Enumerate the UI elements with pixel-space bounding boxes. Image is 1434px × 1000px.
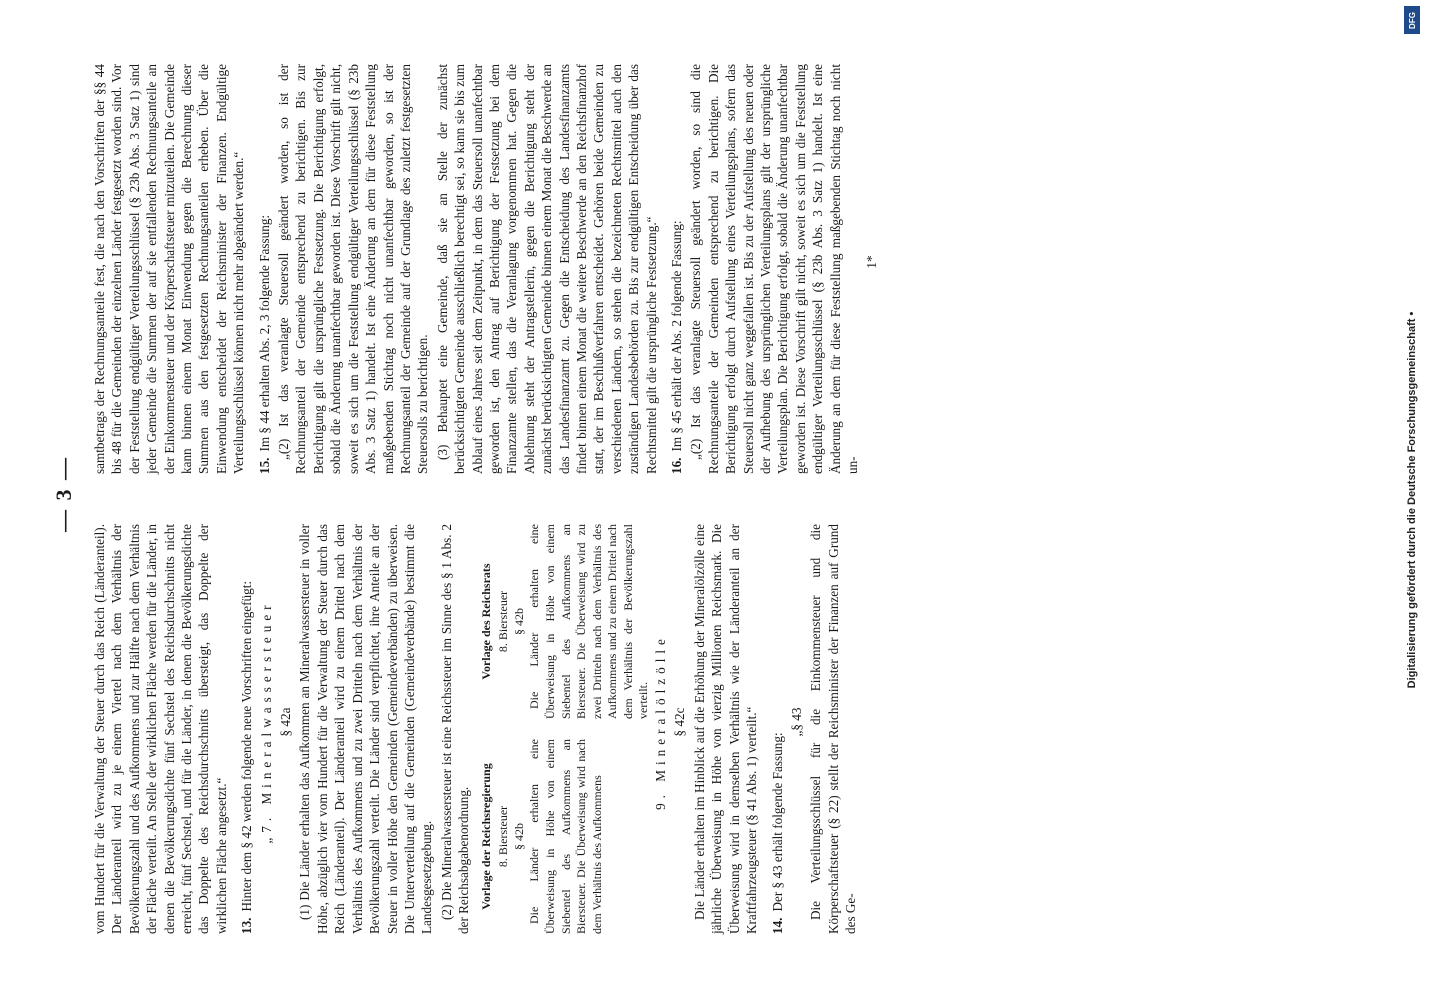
paragraph: Die Länder erhalten eine Überweisung in Höhe von einem Siebentel des Aufkommens an Biersteuer. Die Überweisung wird nach dem Verhältnis des Aufkommens: [527, 739, 604, 934]
list-item-13: [238, 524, 255, 934]
comparison-columns: [479, 524, 653, 934]
section-sign: § 42c: [672, 707, 688, 737]
column-heading: Vorlage der Reichsregierung: [478, 763, 493, 910]
paragraph: Die Verteilungsschlüssel für die Einkommensteuer und die Körperschaftsteuer (§ 22) stellt der Reichsminister der Finanzen auf Grund des Ge-: [808, 524, 859, 934]
item-text: Hinter dem § 42 werden folgende neue Vorschriften eingefügt:: [239, 580, 255, 912]
reichsrat-draft: [479, 524, 653, 719]
subheading: 8. Biersteuer: [496, 805, 511, 868]
page-number: — 3 —: [51, 456, 76, 532]
printed-page: [51, 54, 1371, 934]
item-text: Im § 44 erhalten Abs. 2, 3 folgende Fassung:: [256, 214, 272, 452]
paragraph: „(2) Ist das veranlagte Steuersoll geändert worden, so ist der Rechnungsanteil der Gemeinde entsprechend zu berichtigen. Bis zur Berichtigung gilt die ursprüngliche Festsetzung. Die Berichtigung erfolgt, sobald die Änderung unanfechtbar geworden ist. Diese Vorschrift gilt nicht, soweit es sich um die Feststellung endgültiger Verteilungsschlüssel (§ 23b Abs. 3 Satz 1) handelt. Ist eine Änderung an dem für diese Feststellung maßgebenden Stichtag noch nicht unanfechtbar geworden, so ist der Rechnungsanteil der Gemeinde auf der Grundlage des zuletzt festgesetzten Steuersolls zu berichtigen.: [276, 64, 431, 474]
paragraph: Die Länder erhalten im Hinblick auf die Erhöhung der Mineralölzölle eine jährliche Überweisung in Höhe von vierzig Millionen Reichsmark. Die Überweisung wird in demselben Verhältnis wie der Länderanteil an der Kraftfahrzeugsteuer (§ 41 Abs. 1) verteilt.“: [691, 524, 760, 934]
right-column: [91, 64, 883, 474]
item-number: 14.: [769, 917, 785, 934]
column-heading: Vorlage des Reichsrats: [478, 563, 493, 680]
dfg-logo: [1404, 6, 1420, 34]
paragraph: vom Hundert für die Verwaltung der Steuer durch das Reich (Länderanteil). Der Länderanteil wird zu je einem Viertel nach dem Verhältnis der Bevölkerungszahl und des Aufkommens und zur Hälfte nach dem Verhältnis der Fläche verteilt. An Stelle der wirklichen Fläche werden für die Länder, in denen die Bevölkerungsdichte fünf Sechstel des Reichsdurchschnitts nicht erreicht, fünf Sechstel, und für die Länder, in denen die Bevölkerungsdichte das Doppelte des Reichsdurchschnitts übersteigt, das Doppelte der wirklichen Fläche angesetzt.“: [92, 524, 229, 934]
item-text: Im § 45 erhält der Abs. 2 folgende Fassung:: [669, 220, 684, 452]
section-sign: § 42b: [511, 823, 526, 850]
left-column: [91, 524, 862, 934]
item-number: 16.: [669, 457, 684, 474]
paragraph: (3) Behauptet eine Gemeinde, daß sie an Stelle der zunächst berücksichtigten Gemeinde ausschließlich berechtigt sei, so kann sie bis zum Ablauf eines Jahres seit dem Zeitpunkt, in dem das Steuersoll unanfechtbar geworden ist, den Antrag auf Berichtigung der Festsetzung bei dem Finanzamte stellen, das die Veranlagung vorgenommen hat. Gegen die Ablehnung steht der Antragstellerin, gegen die Berichtigung steht der zunächst berücksichtigten Gemeinde binnen einem Monat die Beschwerde an das Landesfinanzamt zu. Gegen die Entscheidung des Landesfinanzamts findet binnen einem Monat die weitere Beschwerde an den Reichsfinanzhof statt, der im Beschlußverfahren entscheidet. Gehören beide Gemeinden zu verschiedenen Ländern, so stehen die bezeichneten Rechtsmittel auch den zuständigen Landesbehörden zu. Bis zur endgültigen Entscheidung über das Rechtsmittel gilt die ursprüngliche Festsetzung.“: [434, 64, 659, 474]
section-sign: § 42b: [511, 608, 526, 635]
digitization-credit: Digitalisierung gefördert durch die Deutsche Forschungsgemeinschaft •: [1406, 311, 1418, 689]
section-heading: 9. Mineralölzölle: [653, 634, 669, 810]
item-number: 15.: [256, 457, 272, 474]
paragraph: „(2) Ist das veranlagte Steuersoll geändert worden, so sind die Rechnungsanteile der Gemeinden entsprechend zu berichtigen. Die Berichtigung erfolgt durch Aufstellung eines Verteilungsplans, sofern das Steuersoll nicht ganz weggefallen ist. Bis zu der Aufstellung des neuen oder der Aufhebung des ursprünglichen Verteilungsplans gilt der ursprüngliche Verteilungsplan. Die Berichtigung erfolgt, sobald die Änderung unanfechtbar geworden ist. Diese Vorschrift gilt nicht, soweit es sich um die Feststellung endgültiger Verteilungsschlüssel (§ 23b Abs. 3 Satz 1) handelt. Ist eine Änderung an dem für diese Feststellung maßgebenden Stichtag noch nicht un-: [688, 64, 861, 474]
paragraph: (2) Die Mineralwassersteuer ist eine Reichssteuer im Sinne des § 1 Abs. 2 der Reichsabgabenordnung.: [438, 524, 472, 934]
paragraph: (1) Die Länder erhalten das Aufkommen an Mineralwassersteuer in voller Höhe, abzüglich vier vom Hundert für die Verwaltung der Steuer durch das Reich (Länderanteil). Der Länderanteil wird zu einem Drittel nach dem Verhältnis des Aufkommens und zu zwei Dritteln nach dem Verhältnis der Bevölkerungszahl verteilt. Die Länder sind verpflichtet, ihre Anteile an der Steuer in voller Höhe den Gemeinden (Gemeindeverbänden) zu überweisen. Die Unterverteilung auf die Gemeinden (Gemeindeverbände) bestimmt die Landesgesetzgebung.: [297, 524, 435, 934]
footer-mark: 1*: [864, 255, 880, 269]
list-item-15: [256, 64, 273, 474]
item-text: Der § 43 erhält folgende Fassung:: [769, 732, 785, 912]
list-item-16: [668, 64, 685, 474]
list-item-14: [769, 524, 786, 934]
section-sign: § 42a: [278, 707, 294, 737]
section-heading: „7. Mineralwassersteuer: [258, 600, 274, 844]
digitization-sidebar: [1392, 0, 1432, 1000]
logo-text: DFG: [1407, 11, 1417, 29]
paragraph: samtbetrags der Rechnungsanteile fest, die nach den Vorschriften der §§ 44 bis 48 für die Gemeinden der einzelnen Länder festgesetzt worden sind. Vor der Feststellung endgültiger Verteilungsschlüssel (§ 23b Abs. 3 Satz 1) sind jeder Gemeinde die Summen der auf sie entfallenden Rechnungsanteile an der Einkommensteuer und der Körperschaftsteuer mitzuteilen. Die Gemeinde kann binnen einem Monat Einwendung gegen die Berechnung dieser Summen aus den festgesetzten Rechnungsanteilen erheben. Über die Einwendung entscheidet der Reichsminister der Finanzen. Endgültige Verteilungsschlüssel können nicht mehr abgeändert werden.“: [92, 64, 247, 474]
paragraph: Die Länder erhalten eine Überweisung in Höhe von einem Siebentel des Aufkommens an Biersteuer. Die Überweisung wird zu zwei Dritteln nach dem Verhältnis des Aufkommens und zu einem Drittel nach dem Verhältnis der Bevölkerungszahl verteilt.: [527, 524, 651, 719]
subheading: 8. Biersteuer: [496, 590, 511, 653]
section-sign: „§ 43: [788, 707, 804, 737]
government-draft: [479, 739, 653, 934]
item-number: 13.: [239, 917, 255, 934]
